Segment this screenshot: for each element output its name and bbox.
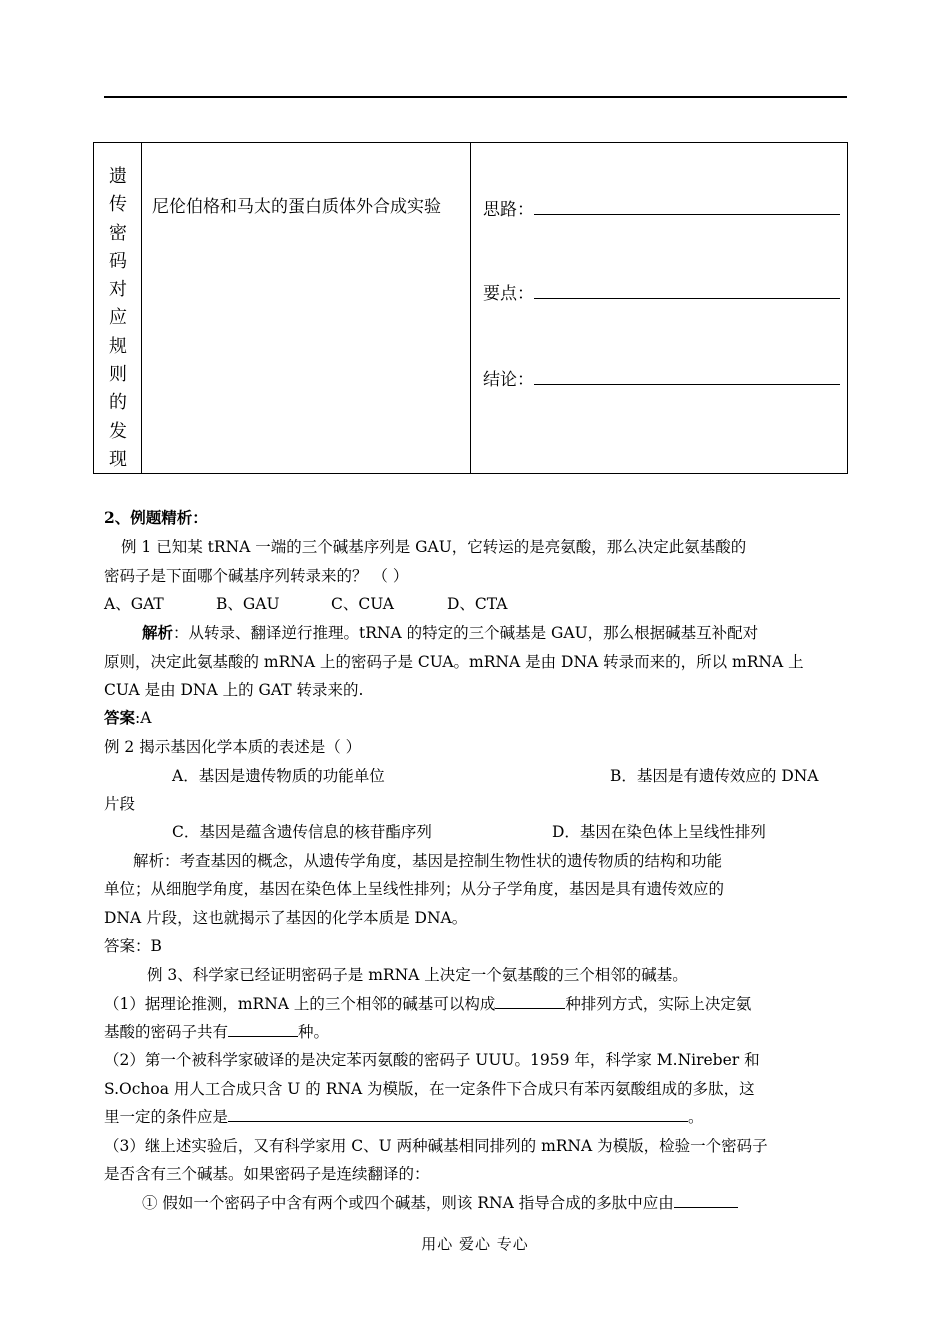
ex3-q1-line2 [104,1022,329,1042]
label-char: 遗 [109,166,127,187]
ex1-analysis-line2: 原则，决定此氨基酸的 mRNA 上的密码子是 CUA。mRNA 是由 DNA 转录而来的，所以 mRNA 上 [104,653,804,671]
q1-text: 种排列方式，实际上决定氨 [565,995,752,1013]
ex1-option-a: A、GAT [104,595,164,613]
label-char: 码 [109,250,127,272]
ex3-q3-line1: （3）继上述实验后，又有科学家用 C、U 两种碱基相同排列的 mRNA 为模版，检验一个密码子 [104,1137,768,1155]
field-blank[interactable] [534,370,840,385]
field-conclusion [483,365,840,390]
ex3-q3-item1 [142,1193,738,1213]
table-notes-cell [471,143,847,473]
page-footer: 用心 爱心 专心 [421,1235,529,1253]
answer-blank[interactable] [228,1022,298,1037]
ex1-analysis-line3: CUA 是由 DNA 上的 GAT 转录来的. [104,681,364,699]
q1-text: 种。 [298,1023,330,1041]
section-heading: 2、例题精析： [104,508,208,527]
ex2-option-c: C．基因是蕴含遗传信息的核苷酯序列 [172,823,432,841]
q3-text: ① 假如一个密码子中含有两个或四个碱基，则该 RNA 指导合成的多肽中应由 [142,1194,674,1212]
label-char: 密 [109,222,127,244]
ex2-option-a: A．基因是遗传物质的功能单位 [172,767,385,785]
ex1-option-b: B、GAU [216,595,280,613]
answer-label: 答案 [104,708,136,727]
field-keypoints [483,279,840,304]
table-label-cell [94,143,142,473]
ex1-answer [104,708,151,728]
ex2-option-b: B．基因是有遗传效应的 DNA [610,767,819,785]
analysis-text: ：从转录、翻译逆行推理。tRNA 的特定的三个碱基是 GAU，那么根据碱基互补配对 [173,624,759,642]
field-label: 要点： [483,284,534,304]
ex3-q2-line2: S.Ochoa 用人工合成只含 U 的 RNA 为模版，在一定条件下合成只有苯丙氨酸组成的多肽，这 [104,1080,755,1098]
field-thinking [483,195,840,220]
label-char: 现 [109,448,127,470]
label-char: 发 [109,420,127,442]
label-char: 应 [109,307,127,329]
label-char: 对 [109,279,127,301]
ex2-option-d: D．基因在染色体上呈线性排列 [552,823,766,841]
q2-text: 里一定的条件应是 [104,1108,229,1126]
ex2-option-b-cont: 片段 [104,795,136,813]
ex2-analysis-line1: 解析：考查基因的概念，从遗传学角度，基因是控制生物性状的遗传物质的结构和功能 [133,852,723,870]
ex3-q2-line1: （2）第一个被科学家破译的是决定苯丙氨酸的密码子 UUU。1959 年，科学家 M.Nireber 和 [104,1051,760,1069]
ex3-q3-line2: 是否含有三个碱基。如果密码子是连续翻译的： [104,1165,430,1183]
ex1-stem-line1: 例 1 已知某 tRNA 一端的三个碱基序列是 GAU，它转运的是亮氨酸，那么决定此氨基酸的 [121,538,747,556]
q1-text: （1）据理论推测，mRNA 上的三个相邻的碱基可以构成 [104,995,496,1013]
label-char: 则 [109,364,127,386]
ex2-stem: 例 2 揭示基因化学本质的表述是（ ） [104,738,362,756]
experiment-table [93,142,848,474]
answer-blank[interactable] [495,994,565,1009]
table-experiment-cell [142,143,471,473]
analysis-label: 解析 [142,623,174,642]
q2-text: 。 [688,1108,704,1126]
answer-blank[interactable] [674,1193,738,1208]
field-blank[interactable] [534,200,840,215]
label-char: 规 [109,335,127,357]
ex1-analysis-line1 [142,623,758,643]
answer-value: :A [135,709,152,727]
vertical-label [106,163,130,474]
label-char: 的 [109,392,127,414]
ex1-stem-line2: 密码子是下面哪个碱基序列转录来的？ （ ） [104,567,409,585]
ex3-q1-line1 [104,994,751,1014]
q1-text: 基酸的密码子共有 [104,1023,229,1041]
ex1-option-d: D、CTA [447,595,508,613]
field-label: 结论： [483,370,534,390]
ex2-answer: 答案：B [104,937,162,955]
ex2-analysis-line3: DNA 片段，这也就揭示了基因的化学本质是 DNA。 [104,909,468,927]
header-rule [104,96,847,98]
ex3-stem: 例 3、科学家已经证明密码子是 mRNA 上决定一个氨基酸的三个相邻的碱基。 [147,966,688,984]
answer-blank[interactable] [228,1107,688,1122]
ex2-analysis-line2: 单位；从细胞学角度，基因在染色体上呈线性排列；从分子学角度，基因是具有遗传效应的 [104,880,725,898]
ex3-q2-line3 [104,1107,704,1127]
experiment-name: 尼伦伯格和马太的蛋白质体外合成实验 [152,197,441,217]
ex1-option-c: C、CUA [331,595,394,613]
field-blank[interactable] [534,284,840,299]
field-label: 思路： [483,200,534,220]
label-char: 传 [109,194,127,216]
